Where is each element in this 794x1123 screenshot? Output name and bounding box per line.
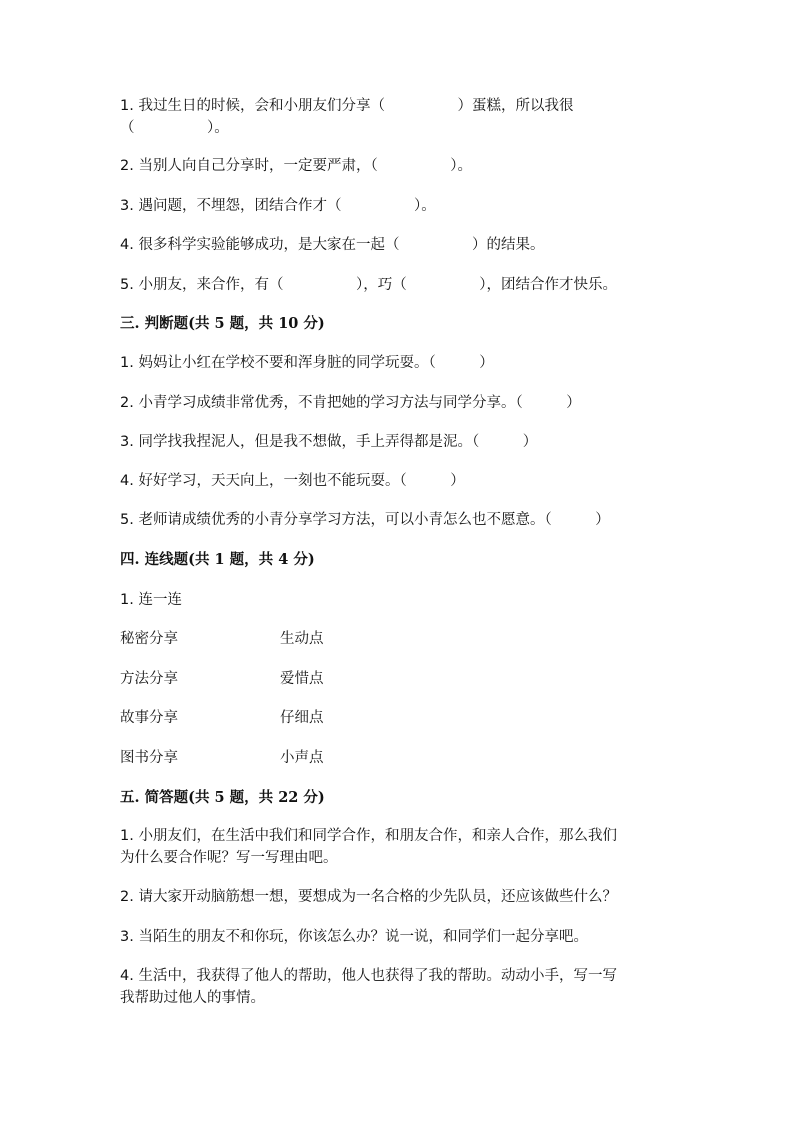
- short-answer-q1-line1: 1. 小朋友们，在生活中我们和同学合作，和朋友合作，和亲人合作，那么我们: [120, 828, 617, 844]
- matching-right-item-2: 爱惜点: [280, 671, 324, 687]
- short-answer-q2: 2. 请大家开动脑筋想一想，要想成为一名合格的少先队员，还应该做些什么？: [120, 889, 617, 905]
- short-answer-section-heading: 五. 简答题(共 5 题，共 22 分): [120, 789, 325, 806]
- matching-left-item-3: 故事分享: [120, 710, 178, 726]
- matching-right-item-3: 仔细点: [280, 710, 324, 726]
- judge-section-heading: 三. 判断题(共 5 题，共 10 分): [120, 315, 325, 332]
- short-answer-q1-line2: 为什么要合作呢？写一写理由吧。: [120, 850, 338, 866]
- matching-left-item-1: 秘密分享: [120, 631, 178, 647]
- matching-left-item-2: 方法分享: [120, 671, 178, 687]
- fill-blank-q1-line1: 1. 我过生日的时候，会和小朋友们分享（ ）蛋糕，所以我很: [120, 98, 574, 114]
- fill-blank-q1-line2: （ ）。: [120, 120, 229, 136]
- fill-blank-q3: 3. 遇问题，不埋怨，团结合作才（ ）。: [120, 198, 436, 214]
- short-answer-q4-line1: 4. 生活中，我获得了他人的帮助，他人也获得了我的帮助。动动小手，写一写: [120, 968, 617, 984]
- short-answer-q3: 3. 当陌生的朋友不和你玩，你该怎么办？说一说，和同学们一起分享吧。: [120, 929, 588, 945]
- short-answer-q4-line2: 我帮助过他人的事情。: [120, 990, 265, 1006]
- judge-q2: 2. 小青学习成绩非常优秀，不肯把她的学习方法与同学分享。（ ）: [120, 395, 581, 411]
- judge-q4: 4. 好好学习，天天向上，一刻也不能玩耍。（ ）: [120, 473, 465, 489]
- matching-section-heading: 四. 连线题(共 1 题，共 4 分): [120, 551, 315, 568]
- judge-q3: 3. 同学找我捏泥人，但是我不想做，手上弄得都是泥。（ ）: [120, 434, 538, 450]
- fill-blank-q4: 4. 很多科学实验能够成功，是大家在一起（ ）的结果。: [120, 237, 545, 253]
- fill-blank-q2: 2. 当别人向自己分享时，一定要严肃，（ ）。: [120, 158, 472, 174]
- judge-q5: 5. 老师请成绩优秀的小青分享学习方法，可以小青怎么也不愿意。（ ）: [120, 512, 610, 528]
- matching-right-item-1: 生动点: [280, 631, 324, 647]
- matching-left-item-4: 图书分享: [120, 750, 178, 766]
- matching-q1: 1. 连一连: [120, 592, 182, 608]
- fill-blank-q5: 5. 小朋友，来合作，有（ ），巧（ ），团结合作才快乐。: [120, 277, 617, 293]
- judge-q1: 1. 妈妈让小红在学校不要和浑身脏的同学玩耍。（ ）: [120, 355, 494, 371]
- matching-right-item-4: 小声点: [280, 750, 324, 766]
